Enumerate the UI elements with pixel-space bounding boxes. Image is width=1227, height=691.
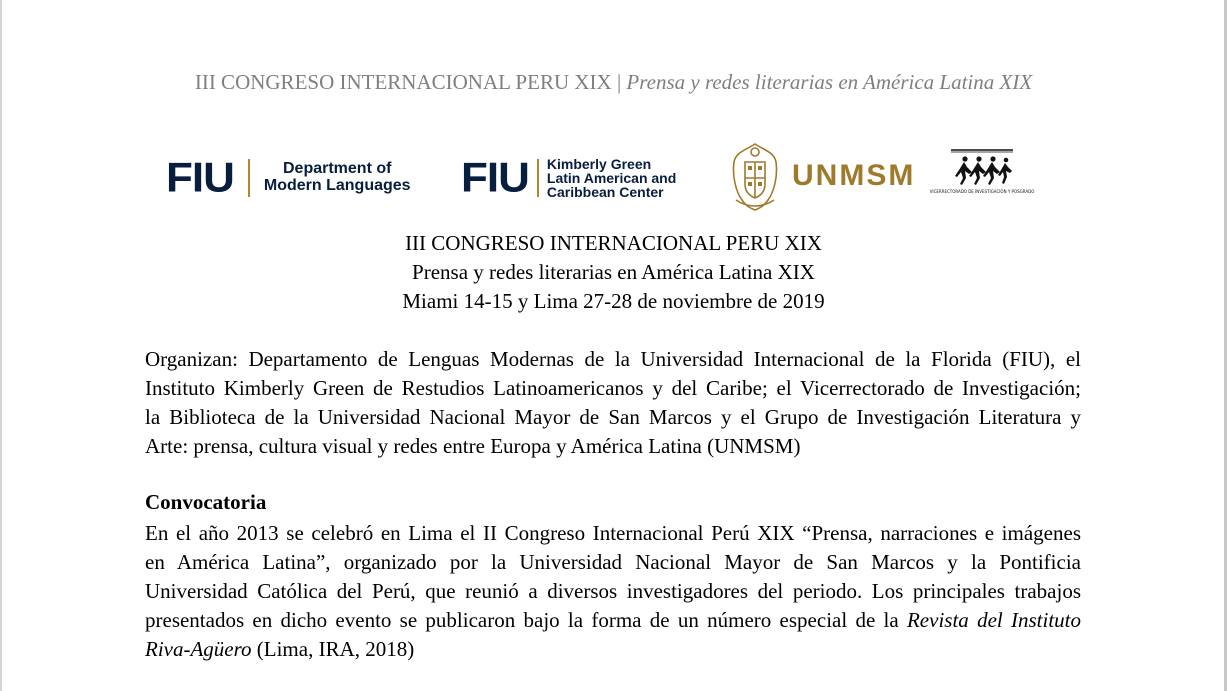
fiu-mark: FIU — [461, 154, 529, 201]
paragraph-line: En el año 2013 se celebró en Lima el II Congreso Internacional Perú XIX “Prensa, narraciones e imágenes — [145, 521, 1081, 545]
convocatoria-paragraph — [145, 519, 1081, 664]
logo-text-line: Kimberly Green — [546, 156, 652, 172]
journal-title: Revista del Instituto — [906, 608, 1081, 632]
convocatoria-heading: Convocatoria — [145, 490, 267, 514]
paragraph-line — [145, 635, 1081, 664]
logo-text-line: Caribbean Center — [546, 184, 664, 200]
running-header — [0, 70, 1227, 95]
unmsm-wordmark: UNMSM — [792, 159, 916, 192]
paragraph-line: en América Latina”, organizado por la Universidad Nacional Mayor de San Marcos y la Pontificia — [145, 550, 1081, 574]
running-header-main: III CONGRESO INTERNACIONAL PERU XIX | — [194, 70, 627, 94]
unmsm-crest-icon — [728, 140, 782, 212]
journal-title: Riva-Agüero — [145, 637, 252, 661]
heading-line: III CONGRESO INTERNACIONAL PERU XIX — [405, 231, 822, 255]
logo-divider — [537, 159, 539, 197]
paragraph-line — [145, 606, 1081, 635]
vicerrectorado-caption: VICERRECTORADO DE INVESTIGACIÓN Y POSGRADO — [929, 189, 1035, 194]
paragraph-text: (Lima, IRA, 2018) — [251, 637, 415, 661]
logo-text — [264, 161, 411, 195]
paragraph-line: Instituto Kimberly Green de Restudios Latinoamericanos y del Caribe; el Vicerrectorado de Investigación; — [145, 376, 1081, 400]
heading-line: Miami 14-15 y Lima 27-28 de noviembre de 2019 — [402, 289, 825, 313]
paragraph-line: Arte: prensa, cultura visual y redes entre Europa y América Latina (UNMSM) — [145, 434, 801, 458]
logo-divider — [248, 159, 250, 197]
paragraph-text: presentados en dicho evento se publicaron bajo la forma de un número especial de la — [145, 608, 907, 632]
vicerrectorado-runners-icon — [929, 148, 1035, 198]
document-heading — [0, 229, 1227, 316]
fiu-modern-languages-logo — [166, 156, 411, 200]
logo-text-line: Modern Languages — [263, 177, 411, 194]
running-header-italic: Prensa y redes literarias en América Latina XIX — [626, 70, 1033, 94]
vicerrectorado-logo — [929, 148, 1035, 198]
logo-text-line: Latin American and — [546, 170, 677, 186]
organizan-paragraph — [145, 345, 1081, 461]
heading-line: Prensa y redes literarias en América Latina XIX — [412, 260, 815, 284]
paragraph-line: Universidad Católica del Perú, que reunió a diversos investigadores del periodo. Los principales trabajos — [145, 579, 1081, 603]
paragraph-line: la Biblioteca de la Universidad Nacional Mayor de San Marcos y el Grupo de Investigación Literatura y — [145, 405, 1081, 429]
page-edge-left — [0, 0, 2, 691]
fiu-kimberly-green-logo — [461, 156, 676, 200]
fiu-mark: FIU — [166, 154, 234, 201]
paragraph-line: Organizan: Departamento de Lenguas Modernas de la Universidad Internacional de la Florida (FIU), el — [145, 347, 1081, 371]
unmsm-logo — [728, 140, 915, 212]
logo-text — [547, 157, 676, 199]
logo-text-line: Department of — [283, 160, 392, 178]
logo-row — [0, 140, 1227, 215]
